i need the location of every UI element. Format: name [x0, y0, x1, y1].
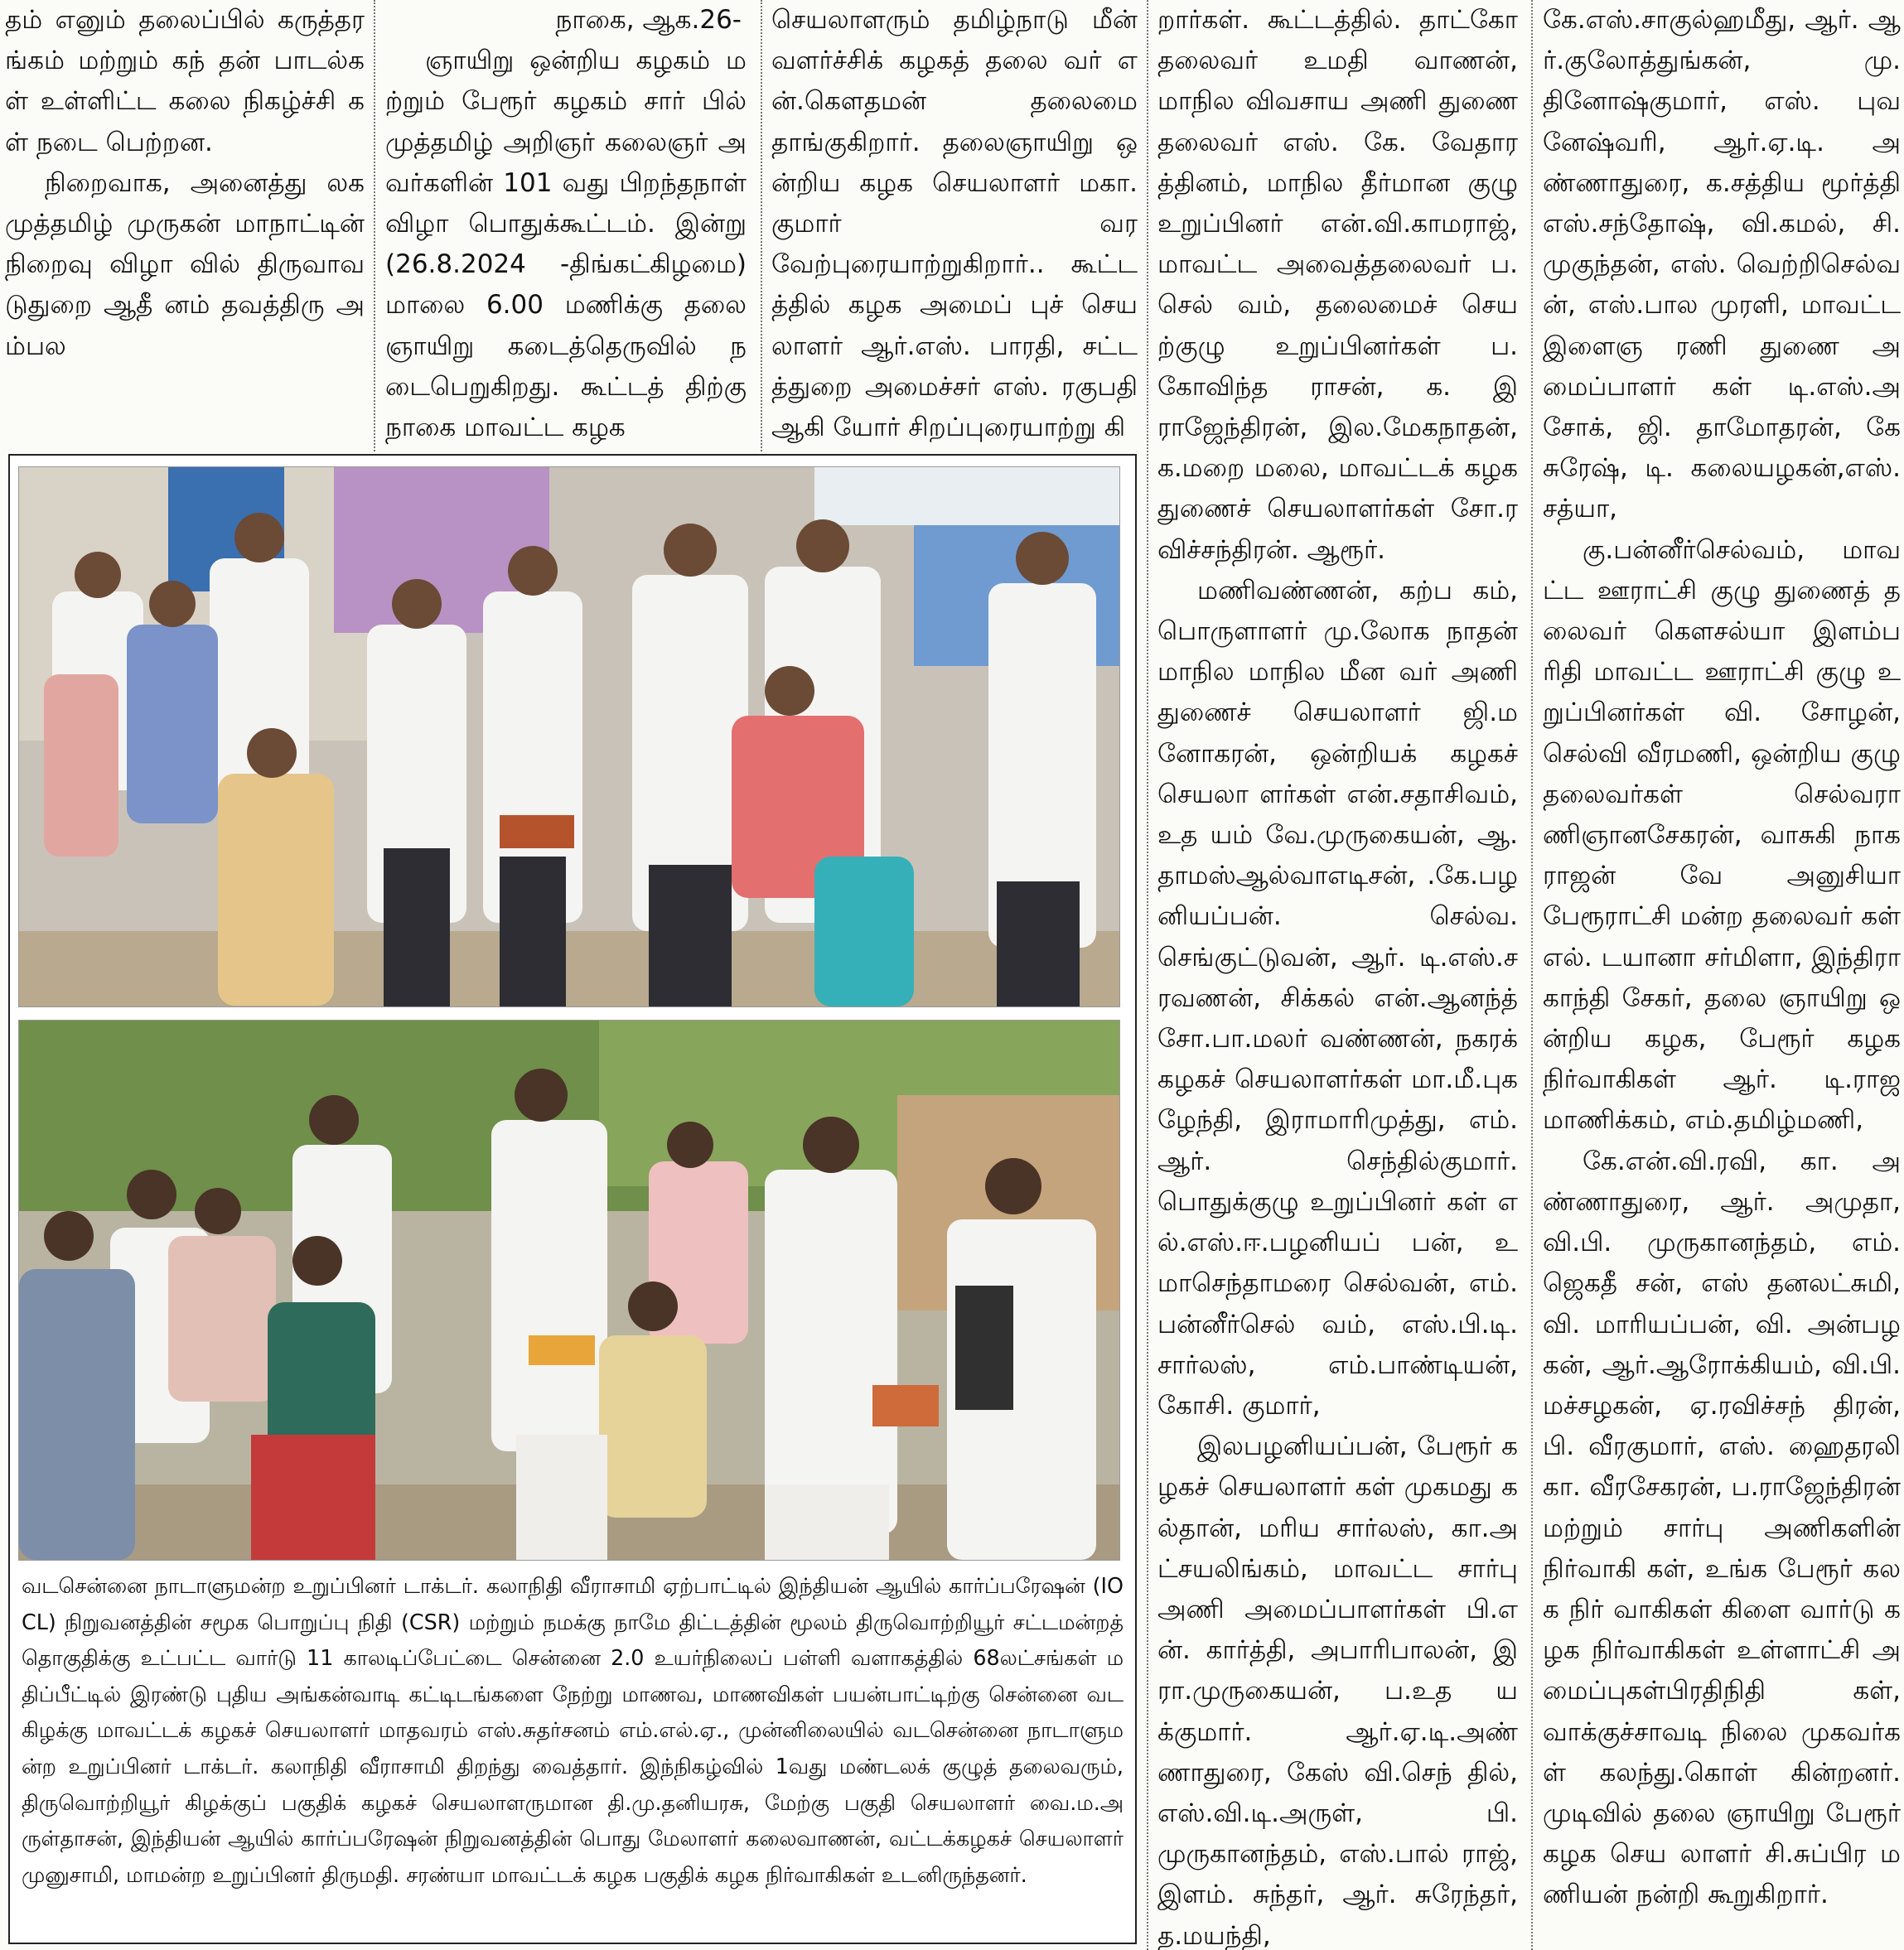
column-rule	[1147, 0, 1148, 1950]
column-rule	[374, 0, 375, 451]
column-4-para-2: மணிவண்ணன், கற்ப கம், பொருளாளர் மு.லோக நாதன் மாநில மாநில மீன வர் அணி துணைச் செயலாளர் ஜி.மனோகரன், ஒன்றியக் கழகச் செயலா ளர்கள் என்.சதாசிவம், உத யம் வே.முருகையன், ஆ. தாமஸ்ஆல்வாஎடிசன், .கே.பழனியப்பன். செல்வ. செங்குட்டுவன், ஆர். டி.எஸ்.சரவணன், சிக்கல் என்.ஆனந்த் சோ.பா.மலர் வண்ணன், நகரக் கழகச் செயலாளர்கள் மா.மீ.புக ழேந்தி, இராமாரிமுத்து, எம்.ஆர். செந்தில்குமார். பொதுக்குழு உறுப்பினர் கள் எல்.எஸ்.ஈ.பழனியப் பன், உமாசெந்தாமரை செல்வன், எம்.பன்னீர்செல் வம், எஸ்.பி.டி.சார்லஸ், எம்.பாண்டியன், கோசி. குமார்,	[1157, 575, 1518, 1421]
column-1-para-2: நிறைவாக, அனைத்து லக முத்தமிழ் முருகன் மாநாட்டின் நிறைவு விழா வில் திருவாவடுதுறை ஆதீ னம் தவத்திரு அம்பல	[5, 167, 365, 361]
column-1-para-1: தம் எனும் தலைப்பில் கருத்தரங்கம் மற்றும் கந் தன் பாடல்கள் உள்ளிட்ட கலை நிகழ்ச்சி கள் நடை பெற்றன.	[5, 5, 365, 157]
news-photo-bottom	[18, 1020, 1120, 1561]
article-column-2	[385, 0, 747, 447]
news-photo-top	[18, 466, 1120, 1007]
article-column-1	[5, 0, 365, 431]
column-2-para-1: ஞாயிறு ஒன்றிய கழகம் மற்றும் பேரூர் கழகம் சார் பில் முத்தமிழ் அறிஞர் கலைஞர் அவர்களின் 101 வது பிறந்தநாள் விழா பொதுக்கூட்டம். இன்று (26.8.2024 -திங்கட்கிழமை) மாலை 6.00 மணிக்கு தலை ஞாயிறு கடைத்தெருவில் நடைபெறுகிறது. கூட்டத் திற்கு நாகை மாவட்ட கழக	[385, 46, 747, 443]
column-rule	[1531, 0, 1533, 1950]
photo-feature-box	[8, 454, 1137, 1944]
column-3-para-1: செயலாளரும் தமிழ்நாடு மீன் வளர்ச்சிக் கழகத் தலை வர் என்.கௌதமன் தலைமை தாங்குகிறார். தலைஞாயிறு ஒன்றிய கழக செயலாளர் மகா.குமார் வரவேற்புரையாற்றுகிறார்.. கூட்டத்தில் கழக அமைப் புச் செயலாளர் ஆர்.எஸ். பாரதி, சட்டத்துறை அமைச்சர் எஸ். ரகுபதி ஆகி யோர் சிறப்புரையாற்று கி	[771, 5, 1138, 443]
article-column-3	[771, 0, 1138, 447]
column-4-para-3: இலபழனியப்பன், பேரூர் கழகச் செயலாளர் கள் முகமது கல்தான், மரிய சார்லஸ், கா.அட்சயலிங்கம், மாவட்ட சார்பு அணி அமைப்பாளர்கள் பி.என். கார்த்தி, அபாரிபாலன், இரா.முருகையன், ப.உத யக்குமார். ஆர்.ஏ.டி.அண் ணாதுரை, கேஸ் வி.செந் தில், எஸ்.வி.டி.அருள், பி. முருகானந்தம், எஸ்.பால் ராஜ், இளம். சுந்தர், ஆர். சுரேந்தர், த.மயந்தி,	[1157, 1431, 1518, 1950]
column-5-para-3: கே.என்.வி.ரவி, கா. அண்ணாதுரை, ஆர். அமுதா, வி.பி. முருகானந்தம், எம்.ஜெகதீ சன், எஸ் தனலட்சுமி, வி. மாரியப்பன், வி. அன்பழ கன், ஆர்.ஆரோக்கியம், வி.பி. மச்சழகன், ஏ.ரவிச்சந் திரன், பி. வீரகுமார், எஸ். ஹைதரலி கா. வீரசேகரன், ப.ராஜேந்திரன் மற்றும் சார்பு அணிகளின் நிர்வாகி கள், உங்க பேரூர் கலக நிர் வாகிகள் கிளை வார்டு கழக நிர்வாகிகள் உள்ளாட்சி அமைப்புகள்பிரதிநிதி கள்,வாக்குச்சாவடி நிலை முகவர்கள் கலந்து.கொள் கின்றனர். முடிவில் தலை ஞாயிறு பேரூர் கழக செய லாளர் சி.சுப்பிர மணியன் நன்றி கூறுகிறார்.	[1543, 1146, 1901, 1910]
article-column-5	[1543, 0, 1901, 1950]
column-rule	[761, 0, 762, 451]
photo-caption: வடசென்னை நாடாளுமன்ற உறுப்பினர் டாக்டர். கலாநிதி வீராசாமி ஏற்பாட்டில் இந்தியன் ஆயில் கார்ப்பரேஷன் (IOCL) நிறுவனத்தின் சமூக பொறுப்பு நிதி (CSR) மற்றும் நமக்கு நாமே திட்டத்தின் மூலம் திருவொற்றியூர் சட்டமன்றத் தொகுதிக்கு உட்பட்ட வார்டு 11 காலடிப்பேட்டை சென்னை 2.0 உயர்நிலைப் பள்ளி வளாகத்தில் 68லட்சங்கள் மதிப்பீட்டில் இரண்டு புதிய அங்கன்வாடி கட்டிடங்களை நேற்று மாணவ, மாணவிகள் பயன்பாட்டிற்கு சென்னை வடகிழக்கு மாவட்டக் கழகச் செயலாளர் மாதவரம் எஸ்.சுதர்சனம் எம்.எல்.ஏ., முன்னிலையில் வடசென்னை நாடாளுமன்ற உறுப்பினர் டாக்டர். கலாநிதி வீராசாமி திறந்து வைத்தார். இந்நிகழ்வில் 1வது மண்டலக் குழுத் தலைவரும், திருவொற்றியூர் கிழக்குப் பகுதிக் கழகச் செயலாளருமான தி.மு.தனியரசு, மேற்கு பகுதி செயலாளர் வை.ம.அருள்தாசன், இந்தியன் ஆயில் கார்ப்பரேஷன் நிறுவனத்தின் பொது மேலாளர் கலைவாணன், வட்டக்கழகச் செயலாளர் முனுசாமி, மாமன்ற உறுப்பினர் திருமதி. சரண்யா மாவட்டக் கழக பகுதிக் கழக நிர்வாகிகள் உடனிருந்தனர்.	[22, 1573, 1124, 1887]
column-5-para-2: கு.பன்னீர்செல்வம், மாவட்ட ஊராட்சி குழு துணைத் தலைவர் கௌசல்யா இளம்பரிதி மாவட்ட ஊராட்சி குழு உறுப்பினர்கள் வி. சோழன், செல்வி வீரமணி, ஒன்றிய குழு தலைவர்கள் செல்வரா ணிஞானசேகரன், வாசுகி நாகராஜன் வே அனுசியா பேரூராட்சி மன்ற தலைவர் கள் எல். டயானா சர்மிளா, இந்திரா காந்தி சேகர், தலை ஞாயிறு ஒன்றிய கழக, பேரூர் கழக நிர்வாகிகள் ஆர். டி.ராஜமாணிக்கம், எம்.தமிழ்மணி,	[1543, 534, 1901, 1136]
dateline: நாகை, ஆக.26-	[555, 5, 742, 35]
column-4-para-1: றார்கள். கூட்டத்தில். தாட்கோ தலைவர் உமதி வாணன், மாநில விவசாய அணி துணை தலைவர் எஸ். கே. வேதாரத்தினம், மாநில தீர்மான குழு உறுப்பினர் என்.வி.காமராஜ், மாவட்ட அவைத்தலைவர் ப.செல் வம், தலைமைச் செயற்குழு உறுப்பினர்கள் ப.கோவிந்த ராசன், க. இராஜேந்திரன், இல.மேகநாதன், க.மறை மலை, மாவட்டக் கழக துணைச் செயலாளர்கள் சோ.ரவிச்சந்திரன். ஆரூர்.	[1157, 5, 1518, 565]
column-5-para-1: கே.எஸ்.சாகுல்ஹமீது, ஆர். ஆர்.குலோத்துங்கன், மு.தினோஷ்குமார், எஸ். புவனேஷ்வரி, ஆர்.ஏ.டி. அண்ணாதுரை, க.சத்திய மூர்த்தி எஸ்.சந்தோஷ், வி.கமல், சி.முகுந்தன், எஸ். வெற்றிசெல்வன், எஸ்.பால முரளி, மாவட்ட இளைஞ ரணி துணை அமைப்பாளர் கள் டி.எஸ்.அசோக், ஜி. தாமோதரன், கே சுரேஷ், டி. கலையழகன்,எஸ். சத்யா,	[1543, 5, 1901, 524]
article-column-4	[1157, 0, 1518, 1950]
